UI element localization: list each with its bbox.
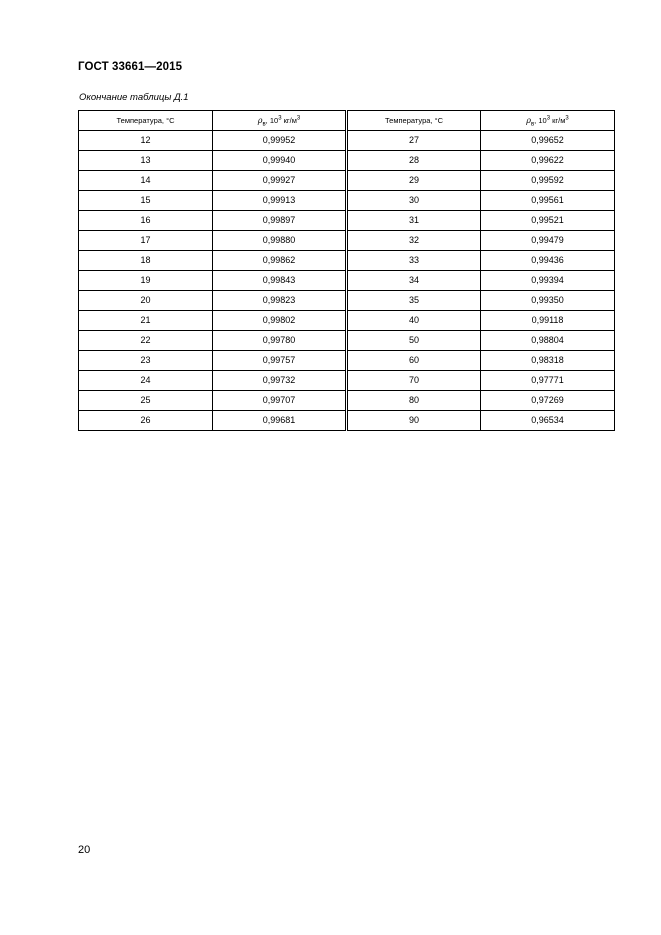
table-row <box>79 191 615 211</box>
density-unit-prefix: , 10 <box>265 116 279 125</box>
cell-temperature-right: 28 <box>347 151 481 171</box>
cell-temperature-left: 18 <box>79 251 213 271</box>
cell-temperature-right: 29 <box>347 171 481 191</box>
cell-density-right: 0,99561 <box>481 191 615 211</box>
cell-temperature-right: 32 <box>347 231 481 251</box>
cell-temperature-left: 22 <box>79 331 213 351</box>
density-table <box>78 110 615 431</box>
cell-temperature-right: 35 <box>347 291 481 311</box>
table-row <box>79 131 615 151</box>
cell-density-right: 0,99436 <box>481 251 615 271</box>
cell-temperature-right: 60 <box>347 351 481 371</box>
cell-density-right: 0,99592 <box>481 171 615 191</box>
header-density-right <box>481 111 615 131</box>
density-unit: кг/м <box>550 116 566 125</box>
cell-temperature-right: 50 <box>347 331 481 351</box>
cell-temperature-left: 14 <box>79 171 213 191</box>
cell-density-right: 0,99521 <box>481 211 615 231</box>
cell-temperature-left: 26 <box>79 411 213 431</box>
cell-density-right: 0,99394 <box>481 271 615 291</box>
cell-temperature-left: 21 <box>79 311 213 331</box>
table-row <box>79 231 615 251</box>
cell-density-right: 0,98318 <box>481 351 615 371</box>
cell-temperature-left: 13 <box>79 151 213 171</box>
cell-temperature-left: 16 <box>79 211 213 231</box>
cell-density-left: 0,99707 <box>213 391 347 411</box>
header-density-left <box>213 111 347 131</box>
cell-density-right: 0,97269 <box>481 391 615 411</box>
cell-temperature-left: 24 <box>79 371 213 391</box>
rho-symbol: ρ <box>257 116 263 125</box>
cell-density-right: 0,99350 <box>481 291 615 311</box>
density-unit-prefix: , 10 <box>534 116 547 125</box>
cell-temperature-right: 90 <box>347 411 481 431</box>
cell-temperature-left: 19 <box>79 271 213 291</box>
document-title: ГОСТ 33661—2015 <box>78 61 183 73</box>
cell-temperature-right: 33 <box>347 251 481 271</box>
cell-temperature-left: 17 <box>79 231 213 251</box>
table-row <box>79 271 615 291</box>
table-row <box>79 171 615 191</box>
density-unit: кг/м <box>281 116 297 125</box>
header-temperature-right: Температура, °С <box>347 111 481 131</box>
cell-temperature-left: 15 <box>79 191 213 211</box>
cell-density-left: 0,99681 <box>213 411 347 431</box>
cell-density-right: 0,99622 <box>481 151 615 171</box>
cell-density-right: 0,99479 <box>481 231 615 251</box>
table-row <box>79 331 615 351</box>
table-row <box>79 351 615 371</box>
cell-temperature-right: 70 <box>347 371 481 391</box>
cell-temperature-left: 23 <box>79 351 213 371</box>
cell-temperature-right: 30 <box>347 191 481 211</box>
cell-density-left: 0,99897 <box>213 211 347 231</box>
table-header-row <box>79 111 615 131</box>
cell-temperature-left: 20 <box>79 291 213 311</box>
table-row <box>79 211 615 231</box>
cell-density-left: 0,99802 <box>213 311 347 331</box>
cell-density-right: 0,97771 <box>481 371 615 391</box>
cell-temperature-right: 40 <box>347 311 481 331</box>
cell-density-left: 0,99862 <box>213 251 347 271</box>
table-row <box>79 391 615 411</box>
cell-density-right: 0,96534 <box>481 411 615 431</box>
table-row <box>79 151 615 171</box>
table-row <box>79 371 615 391</box>
table-row <box>79 291 615 311</box>
cell-density-left: 0,99952 <box>213 131 347 151</box>
table-row <box>79 311 615 331</box>
density-exponent: 3 <box>278 115 282 122</box>
table-body <box>79 131 615 431</box>
table-row <box>79 251 615 271</box>
cell-density-right: 0,99652 <box>481 131 615 151</box>
cell-density-left: 0,99927 <box>213 171 347 191</box>
header-temperature-left: Температура, °С <box>79 111 213 131</box>
cell-density-left: 0,99913 <box>213 191 347 211</box>
density-exponent: 3 <box>546 115 551 122</box>
cell-density-right: 0,98804 <box>481 331 615 351</box>
density-unit-exponent: 3 <box>296 115 301 122</box>
cell-density-left: 0,99880 <box>213 231 347 251</box>
cell-density-right: 0,99118 <box>481 311 615 331</box>
cell-density-left: 0,99757 <box>213 351 347 371</box>
cell-temperature-right: 34 <box>347 271 481 291</box>
table-caption: Окончание таблицы Д.1 <box>79 92 189 103</box>
rho-subscript: в <box>530 121 535 128</box>
page-number: 20 <box>78 844 91 856</box>
rho-subscript: в <box>262 121 266 128</box>
density-table-container <box>78 110 614 431</box>
cell-density-left: 0,99780 <box>213 331 347 351</box>
cell-temperature-right: 80 <box>347 391 481 411</box>
cell-temperature-left: 25 <box>79 391 213 411</box>
cell-density-left: 0,99843 <box>213 271 347 291</box>
cell-temperature-left: 12 <box>79 131 213 151</box>
rho-symbol: ρ <box>526 116 531 125</box>
cell-temperature-right: 27 <box>347 131 481 151</box>
table-row <box>79 411 615 431</box>
cell-density-left: 0,99940 <box>213 151 347 171</box>
cell-density-left: 0,99732 <box>213 371 347 391</box>
cell-temperature-right: 31 <box>347 211 481 231</box>
density-unit-exponent: 3 <box>565 115 569 122</box>
cell-density-left: 0,99823 <box>213 291 347 311</box>
